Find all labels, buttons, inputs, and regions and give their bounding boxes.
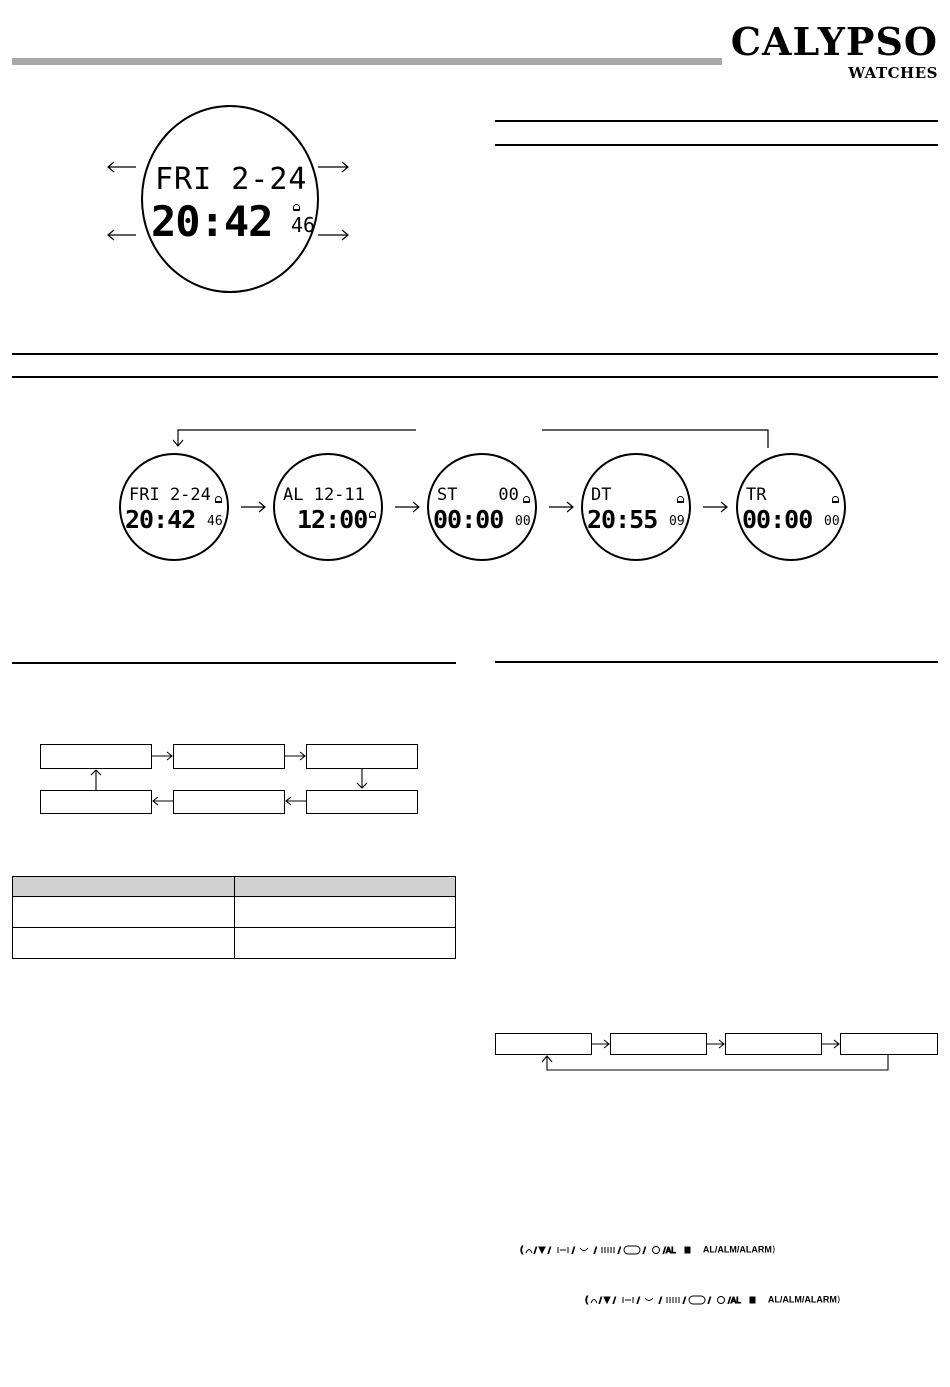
alarm-symbols-icon-2	[585, 1294, 765, 1306]
mode-dual-time-seconds: 09	[669, 514, 685, 529]
divider-section-2	[12, 376, 938, 378]
mode-time-line2: 20:42	[125, 505, 196, 534]
svg-text:/: /	[572, 1246, 575, 1255]
alarm-icon-strip-1: ( / / / / / / /AL AL/ALM/ALARM)	[520, 1244, 776, 1256]
mode-stopwatch-hundredths: 00	[515, 514, 531, 529]
alarm-label-text-2: AL/ALM/ALARM	[767, 1294, 837, 1305]
table-header-cell	[13, 877, 235, 897]
table-cell	[13, 928, 235, 959]
mode-alarm-line1: AL 12-11	[283, 485, 365, 505]
svg-text:/: /	[708, 1296, 711, 1305]
svg-text:(: (	[520, 1246, 524, 1256]
table-row	[13, 897, 456, 928]
svg-text:/: /	[643, 1246, 646, 1255]
table-header-cell	[235, 877, 456, 897]
divider-top-right-2	[495, 144, 938, 146]
main-watch-seconds: 46	[291, 213, 316, 237]
svg-text:/: /	[637, 1296, 640, 1305]
mode-time-line1: FRI 2-24	[129, 485, 211, 505]
svg-text:/: /	[613, 1296, 616, 1305]
svg-text:/: /	[683, 1296, 686, 1305]
divider-top-right-1	[495, 120, 938, 122]
svg-text:(: (	[585, 1296, 589, 1306]
svg-text:/: /	[534, 1246, 537, 1255]
svg-text:/: /	[659, 1296, 662, 1305]
main-watch-date: FRI 2-24	[155, 162, 308, 197]
mode-time-watch	[119, 453, 229, 561]
svg-text:/: /	[594, 1246, 597, 1255]
setting-flow-arrows	[40, 744, 420, 816]
mode-time-seconds: 46	[207, 514, 223, 529]
table-row	[13, 928, 456, 959]
svg-text:/: /	[618, 1246, 621, 1255]
header-bar	[12, 58, 722, 65]
divider-section-1	[12, 353, 938, 355]
mode-flow-connector	[160, 420, 780, 450]
divider-left-lower	[12, 662, 456, 664]
mode-stopwatch-line2: 00:00	[433, 505, 504, 534]
table-cell	[235, 928, 456, 959]
svg-text:/: /	[599, 1296, 602, 1305]
table-header-row	[13, 877, 456, 897]
alarm-symbols-icon	[520, 1244, 700, 1256]
mode-stopwatch-line1: ST 00	[437, 485, 519, 505]
mode-dual-time-line1: DT	[591, 485, 612, 505]
mode-dual-time-line2: 20:55	[587, 505, 658, 534]
mode-time-alarm-icon	[215, 496, 222, 503]
alarm-icon-strip-2: ( / / / / / / /AL AL/ALM/ALARM)	[585, 1294, 841, 1306]
alarm-label-text: AL/ALM/ALARM	[702, 1244, 772, 1255]
mode-arrows	[229, 500, 789, 514]
main-watch-arrows	[100, 155, 360, 245]
brand-subtitle: WATCHES	[848, 64, 938, 82]
table-cell	[235, 897, 456, 928]
svg-text:/AL: /AL	[663, 1246, 676, 1255]
mode-timer-line1: TR	[746, 485, 767, 505]
table-cell	[13, 897, 235, 928]
mode-timer-line2: 00:00	[742, 505, 813, 534]
mode-timer-alarm-icon	[832, 496, 839, 503]
alarm-flow-arrows	[495, 1033, 940, 1075]
divider-right-lower	[495, 661, 938, 663]
mode-alarm-line2: 12:00	[297, 505, 368, 534]
svg-text:/AL: /AL	[728, 1296, 741, 1305]
settings-table	[12, 876, 456, 959]
mode-timer-seconds: 00	[824, 514, 840, 529]
svg-text:/: /	[548, 1246, 551, 1255]
brand-logo: CALYPSO	[730, 19, 938, 64]
main-watch-time: 20:42	[151, 197, 273, 246]
